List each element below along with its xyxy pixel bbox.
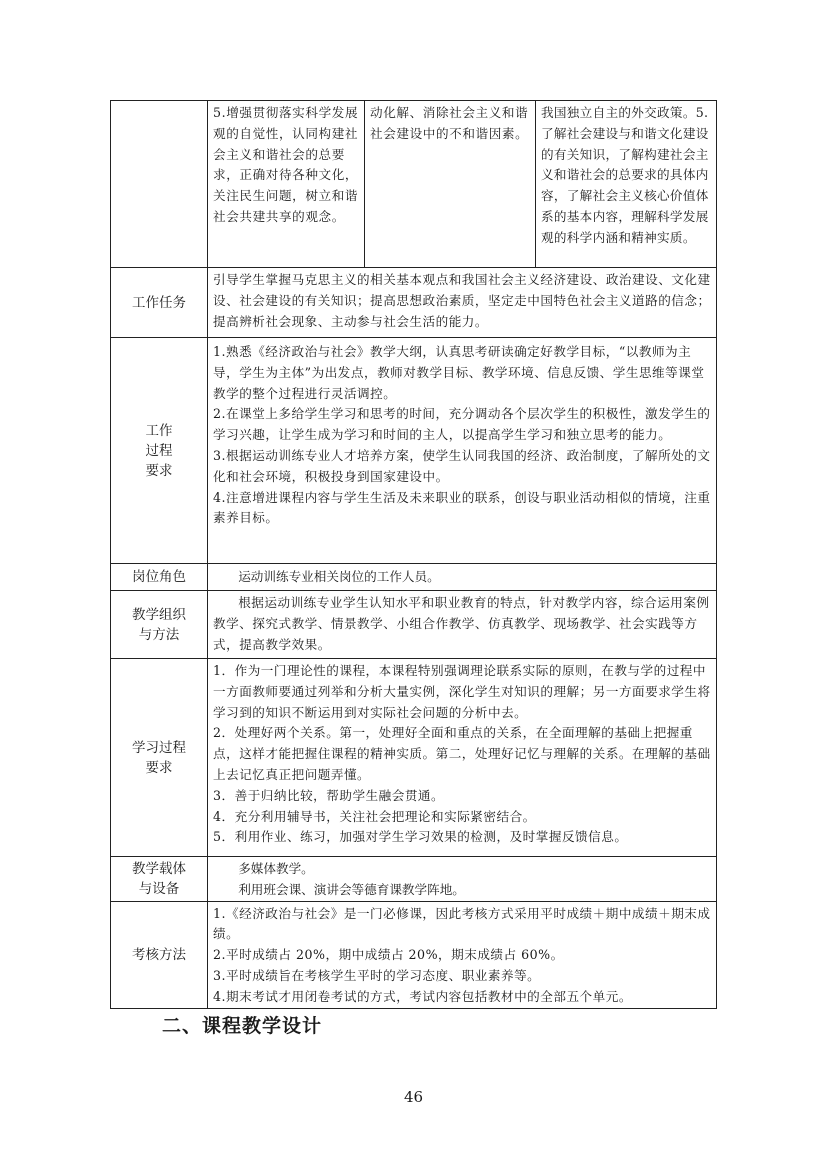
section-heading: 二、课程教学设计 (162, 1015, 323, 1037)
learning-process-content (208, 659, 717, 857)
assessment-item-3: 3.平时成绩旨在考核学生平时的学习态度、职业素养等。 (213, 967, 541, 983)
row-label-learning-process (111, 659, 208, 857)
objective-text-2: 动化解、消除社会主义和谐社会建设中的不和谐因素。 (370, 105, 529, 141)
page-number: 46 (403, 1088, 424, 1106)
work-process-item-2: 2.在课堂上多给学生学习和思考的时间，充分调动各个层次学生的积极性，激发学生的学习兴趣，让学生成为学习和时间的主人，以提高学生学习和独立思考的能力。 (213, 406, 711, 443)
table-row-learning-process (111, 659, 717, 857)
work-process-item-4: 4.注意增进课程内容与学生生活及未来职业的联系，创设与职业活动相似的情境，注重素养目标。 (213, 489, 711, 526)
job-role-content (208, 564, 717, 591)
table-row-teaching-equipment (111, 857, 717, 902)
row-label-learning-process-text: 学习过程要求 (132, 739, 186, 776)
objective-text-3: 我国独立自主的外交政策。5.了解社会建设与和谐文化建设的有关知识，了解构建社会主义和谐社会的总要求的具体内容，了解社会主义核心价值体系的基本内容，理解科学发展观的科学内涵和精神实质。 (541, 105, 709, 245)
table-row-objectives (111, 101, 717, 268)
row-label-teaching-equipment-text: 教学载体与设备 (132, 860, 186, 897)
objective-cell-2 (365, 101, 536, 268)
row-label-teaching-equipment (111, 857, 208, 902)
job-role-text: 运动训练专业相关岗位的工作人员。 (238, 569, 440, 584)
assessment-content (208, 901, 717, 1008)
teaching-method-content (208, 591, 717, 659)
row-label-teaching-method-text: 教学组织与方法 (132, 606, 186, 643)
work-process-content (208, 338, 717, 564)
assessment-item-4: 4.期末考试才用闭卷考试的方式，考试内容包括教材中的全部五个单元。 (213, 988, 632, 1004)
teaching-equipment-item-1: 多媒体教学。 (238, 861, 314, 876)
learning-process-item-5: 5．利用作业、练习，加强对学生学习效果的检测，及时掌握反馈信息。 (213, 829, 628, 845)
learning-process-item-3: 3．善于归纳比较，帮助学生融会贯通。 (213, 787, 445, 803)
table-row-assessment (111, 901, 717, 1008)
teaching-method-text: 根据运动训练专业学生认知水平和职业教育的特点，针对教学内容，综合运用案例教学、探究式教学、情景教学、小组合作教学、仿真教学、现场教学、社会实践等方式，提高教学效果。 (213, 595, 710, 652)
objective-text-1: 5.增强贯彻落实科学发展观的自觉性，认同构建社会主义和谐社会的总要求，正确对待各种文化，关注民生问题，树立和谐社会共建共享的观念。 (213, 105, 359, 224)
table-row-work-task (111, 268, 717, 338)
assessment-item-1: 1.《经济政治与社会》是一门必修课，因此考核方式采用平时成绩＋期中成绩＋期末成绩。 (213, 905, 711, 942)
row-label-teaching-method (111, 591, 208, 659)
table-row-work-process (111, 338, 717, 564)
work-process-item-1: 1.熟悉《经济政治与社会》教学大纲，认真思考研读确定好教学目标，“以教师为主导，学生为主体”为出发点，教师对教学目标、教学环境、信息反馈、学生思维等课堂教学的整个过程进行灵活调控。 (213, 344, 705, 401)
course-table (110, 100, 717, 1009)
row-label-work-process (111, 338, 208, 564)
objective-cell-3 (536, 101, 717, 268)
work-task-text: 引导学生掌握马克思主义的相关基本观点和我国社会主义经济建设、政治建设、文化建设、社会建设的有关知识；提高思想政治素质，坚定走中国特色社会主义道路的信念；提高辨析社会现象、主动参与社会生活的能力。 (213, 272, 711, 329)
table-row-teaching-method (111, 591, 717, 659)
learning-process-item-1: 1．作为一门理论性的课程，本课程特别强调理论联系实际的原则，在教与学的过程中一方面教师要通过列举和分析大量实例，深化学生对知识的理解；另一方面要求学生将学习到的知识不断运用到对实际社会问题的分析中去。 (213, 663, 711, 720)
row-label-work-task: 工作任务 (111, 268, 208, 338)
row-label-assessment: 考核方法 (111, 901, 208, 1008)
table-row-job-role (111, 564, 717, 591)
empty-label-cell (111, 101, 208, 268)
work-task-content (208, 268, 717, 338)
work-process-item-3: 3.根据运动训练专业人才培养方案，使学生认同我国的经济、政治制度，了解所处的文化和社会环境，积极投身到国家建设中。 (213, 447, 711, 484)
objective-cell-1 (208, 101, 365, 268)
learning-process-item-4: 4．充分利用辅导书，关注社会把理论和实际紧密结合。 (213, 808, 536, 824)
teaching-equipment-item-2: 利用班会课、演讲会等德育课教学阵地。 (238, 881, 465, 897)
row-label-work-process-text: 工作过程要求 (145, 422, 173, 479)
learning-process-item-2: 2．处理好两个关系。第一，处理好全面和重点的关系，在全面理解的基础上把握重点，这样才能把握住课程的精神实质。第二，处理好记忆与理解的关系。在理解的基础上去记忆真正把问题弄懂。 (213, 725, 711, 782)
assessment-item-2: 2.平时成绩占 20%，期中成绩占 20%，期末成绩占 60%。 (213, 947, 564, 963)
row-label-job-role: 岗位角色 (111, 564, 208, 591)
teaching-equipment-content (208, 857, 717, 902)
